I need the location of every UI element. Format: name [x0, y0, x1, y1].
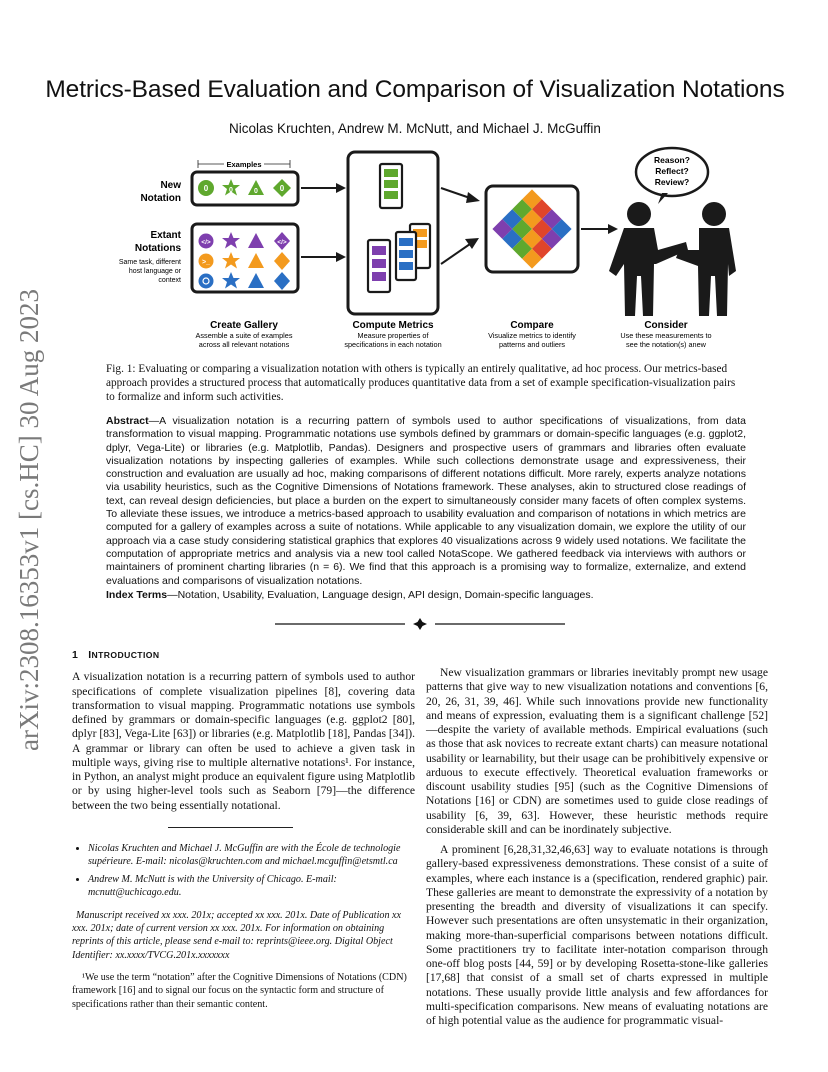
abstract-text: —A visualization notation is a recurring pattern of symbols used to author specifications of visualizations, from data transformation to visual mapping. Programmatic notations use symbols defined by grammars or domain-specific languages (e.g. ggplot2, dplyr, Vega-Lite) or libraries (e.g. Matplotlib, Pandas). Designers and prospective users of grammars and libraries often evaluate visualization notations by inspecting galleries of examples. While such collections demonstrate usage and expressiveness, their construction and evaluation are usually ad hoc, making comparisons of different notations difficult. More rarely, experts analyze notations via usability heuristics, such as the Cognitive Dimensions of Notations framework. These analyses, akin to structured close readings of text, can reveal design deficiencies, but place a burden on the expert to simultaneously consider many facets of often complex systems. To alleviate these issues, we introduce a metrics-based approach to usability evaluation and comparison of notations in which metrics are computed for a gallery of examples across a suite of notations. While applicable to any visualization domain, we explore the utility of our approach via a case study considering statistical graphics that explores 40 visualizations across 9 widely used notations. We facilitate the computation of appropriate metrics and analysis via a new tool called NotaScope. We gathered feedback via interviews with authors or maintainers of prominent charting libraries (n = 6). We find that this approach is a promising way to formalize, externalize, and extend evaluations and comparisons of visualization notations. — [106, 415, 746, 587]
paper-authors: Nicolas Kruchten, Andrew M. McNutt, and Michael J. McGuffin — [229, 121, 601, 136]
affiliations — [72, 842, 415, 900]
figure-caption: Fig. 1: Evaluating or comparing a visualization notation with others is typically an entirely qualitative, ad hoc process. Our metrics-based approach provides a structured process that automatically produces quantitative data from a set of example specification-visualization pairs to formalize and inform such activities. — [106, 363, 736, 404]
people-illustration — [609, 202, 736, 316]
extant-notations-label-2: Notations — [134, 243, 181, 254]
body-paragraph: New visualization grammars or libraries inevitably prompt new usage patterns that give way to new visualization notations and conventions [6, 20, 26, 31, 39, 46]. While such innovations provide new functionality and means of expression, evaluating them is a significant challenge [52]—despite the variety of available methods. Empirical evaluations (such as those that ask novices to recreate extant charts) can measure notational usability or learnability, but their usage can be prohibitively expensive or arduous to execute effectively. Theoretical evaluation frameworks or discount usability studies [95] (such as the Cognitive Dimensions of Notations [16] or CDN) are sometimes used to guide close readings of usability [6, 39, 63]. However, these heuristic methods require considerable skill and can be inordinately subjective. — [426, 666, 768, 836]
index-terms-label: Index Terms — [106, 589, 168, 601]
extant-note-3: context — [158, 277, 181, 284]
stage-title-compare: Compare — [510, 320, 554, 331]
new-notation-label-1: New — [160, 180, 181, 191]
stage-desc-compare-1: Visualize metrics to identify — [488, 331, 576, 340]
body-paragraph: A prominent [6,28,31,32,46,63] way to evaluate notations is through gallery-based expressiveness demonstrations. These consist of a suite of examples, where each instance is a (specification, rendered graphic) pair. These galleries are meant to demonstrate the expressivity of a notation by presenting the breadth and diversity of visualizations it can specify. However such presentations are often unsystematic in their organization, making more-than-superficial comparisons between notations difficult. Some practitioners try to facilitate inter-notation comparison through one-off blog posts [44, 59] or by developing Rosetta-stone-like galleries [17,68] that consist of a small set of charts expressed in multiple notations. These usually provide little analysis and few affordances for multi-specification comparisons. New means of evaluating notations are of high potential value as the audience for programmatic visual- — [426, 843, 768, 1027]
svg-text:0: 0 — [279, 184, 285, 193]
speech-line-1: Reason? — [654, 155, 690, 165]
svg-text:>_: >_ — [202, 259, 210, 266]
extant-note-1: Same task, different — [118, 259, 181, 266]
speech-bubble — [636, 148, 708, 204]
stage-desc-metrics-2: specifications in each notation — [344, 340, 442, 349]
svg-text:0: 0 — [203, 184, 209, 193]
intro-paragraph: A visualization notation is a recurring pattern of symbols used to author specifications of complete visualization pipelines [8], covering data transformation to visual mapping. Programmatic notations use symbols defined by grammars or domain-specific languages (e.g. ggplot2 [80], dplyr [83], Vega-Lite [63]) or libraries (e.g. Matplotlib [18], Pandas [34]). A grammar or library can often be used to achieve a given task in multiple ways, giving rise to multiple alternative notations¹. For instance, in Python, an analyst might produce an equivalent figure using Matplotlib or by using higher-level tools such as Seaborn [79]—the difference between the two being essentially notational. — [72, 670, 415, 812]
affiliation-item: • Nicolas Kruchten and Michael J. McGuffin are with the École de technologie supérieure. E-mail: nicolas@kruchten.com and michael.mcguffin@etsmtl.ca — [88, 842, 415, 869]
extant-notations-label-1: Extant — [150, 230, 181, 241]
arrow-compare-to-consider — [581, 224, 618, 234]
section-divider — [275, 617, 565, 629]
paper-title: Metrics-Based Evaluation and Comparison of Visualization Notations — [45, 76, 785, 103]
speech-line-3: Review? — [654, 177, 690, 187]
examples-bracket — [198, 158, 290, 170]
stage-desc-gallery-2: across all relevant notations — [198, 340, 290, 349]
index-terms-text: —Notation, Usability, Evaluation, Language design, API design, Domain-specific languages. — [167, 589, 594, 601]
section-title-rest: NTRODUCTION — [91, 650, 160, 660]
arxiv-stamp-text: arXiv:2308.16353v1 [cs.HC] 30 Aug 2023 — [14, 289, 44, 751]
extant-note-2: host language or — [128, 268, 181, 275]
section-title-first: I — [88, 649, 92, 661]
stage-desc-consider-2: see the notation(s) anew — [626, 340, 706, 349]
stage-desc-consider-1: Use these measurements to — [620, 331, 712, 340]
stage-desc-compare-2: patterns and outliers — [498, 340, 566, 349]
footnote: ¹We use the term “notation” after the Cognitive Dimensions of Notations (CDN) framework [16] and to signal our focus on the syntactic form and structure of specifications rather than their semantic content. — [72, 971, 407, 1010]
compute-metrics-panel — [348, 152, 438, 314]
section-heading — [72, 648, 415, 662]
svg-text:0: 0 — [229, 187, 233, 194]
section-number: 1 — [72, 649, 79, 661]
svg-text:0: 0 — [254, 188, 258, 195]
speech-line-2: Reflect? — [655, 166, 689, 176]
left-column — [72, 648, 415, 1011]
svg-text:</>: </> — [277, 239, 287, 246]
examples-label: Examples — [226, 160, 262, 169]
abstract — [106, 415, 746, 588]
arxiv-stamp — [8, 280, 52, 760]
extant-notations-gallery — [192, 224, 298, 292]
compare-panel — [486, 186, 578, 272]
right-column — [426, 666, 768, 1028]
stage-title-metrics: Compute Metrics — [352, 320, 434, 331]
index-terms — [106, 589, 746, 601]
new-notation-label-2: Notation — [140, 193, 181, 204]
stage-title-gallery: Create Gallery — [210, 320, 278, 331]
affiliation-item: • Andrew M. McNutt is with the University of Chicago. E-mail: mcnutt@uchicago.edu. — [88, 873, 415, 900]
manuscript-note: Manuscript received xx xxx. 201x; accepted xx xxx. 201x. Date of Publication xx xxx. 201x; date of current version xx xxx. 201x. For information on obtaining reprints of this article, please send e-mail to: reprints@ieee.org. Digital Object Identifier: xx.xxxx/TVCG.201x.xxxxxxx — [72, 909, 401, 961]
abstract-label: Abstract — [106, 415, 149, 427]
teaser-figure — [96, 146, 776, 356]
stage-desc-metrics-1: Measure properties of — [357, 331, 429, 340]
svg-text:</>: </> — [201, 239, 211, 246]
stage-title-consider: Consider — [644, 320, 688, 331]
new-notation-gallery — [192, 172, 298, 205]
arrow-gallery-to-metrics — [301, 183, 346, 262]
arrow-metrics-to-compare — [441, 188, 480, 264]
footnote-rule — [168, 827, 293, 828]
stage-desc-gallery-1: Assemble a suite of examples — [195, 331, 293, 340]
